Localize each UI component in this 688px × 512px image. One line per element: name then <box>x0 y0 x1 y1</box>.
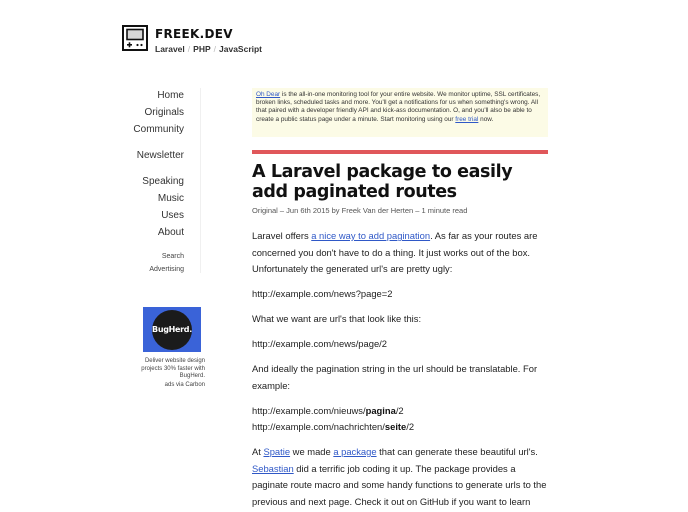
tag-php[interactable]: PHP <box>193 44 211 54</box>
carbon-logo-text: BugHerd. <box>152 325 192 334</box>
oh-dear-link[interactable]: Oh Dear <box>256 91 281 98</box>
paragraph <box>252 228 548 278</box>
nav-group-personal <box>110 173 184 241</box>
article-meta: Original – Jun 6th 2015 by Freek Van der Herten – 1 minute read <box>252 206 468 215</box>
text: did a terrific job coding it up. The package provides a paginate route macro and some handy functions to generate urls to the previous and next page. Check it out on GitHub if you want to learn <box>252 462 547 507</box>
carbon-via-link[interactable]: ads via Carbon <box>164 381 205 388</box>
package-link[interactable]: a package <box>333 446 377 457</box>
text: http://example.com/nieuws/ <box>252 404 366 416</box>
text: that can generate these beautiful url's. <box>376 446 538 457</box>
free-trial-link[interactable]: free trial <box>455 115 479 123</box>
text: http://example.com/nachrichten/ <box>252 421 385 432</box>
sidebar-nav <box>110 87 184 276</box>
brand <box>155 27 262 55</box>
nav-advertising[interactable]: Advertising <box>149 266 184 273</box>
main-content <box>252 88 548 512</box>
accent-bar <box>252 150 548 154</box>
nav-community[interactable]: Community <box>133 124 184 135</box>
nav-speaking[interactable]: Speaking <box>142 176 184 187</box>
tag-javascript[interactable]: JavaScript <box>219 44 263 54</box>
tag-separator: / <box>187 44 191 54</box>
sidebar-divider <box>200 88 201 273</box>
nav-originals[interactable]: Originals <box>144 107 184 118</box>
text: At <box>252 446 264 457</box>
spatie-link[interactable]: Spatie <box>263 446 291 457</box>
carbon-ad-image[interactable] <box>143 307 201 352</box>
paragraph: What we want are url's that look like this: <box>252 313 422 324</box>
text: . As far as your routes are concerned you don't have to do a thing. It just works out of the box. Unfortunately the generated url's are pretty ugly: <box>252 230 538 274</box>
nav-newsletter[interactable]: Newsletter <box>136 150 184 161</box>
article-title: A Laravel package to easily add paginated routes <box>252 162 513 202</box>
text: /2 <box>395 404 404 416</box>
text: we made <box>290 446 334 457</box>
carbon-ad-text[interactable]: Deliver website design projects 30% faster with BugHerd. <box>141 358 205 379</box>
nav-uses[interactable]: Uses <box>161 210 184 221</box>
paragraph <box>252 444 548 510</box>
text: Laravel offers <box>252 230 312 241</box>
nav-about[interactable]: About <box>157 227 184 238</box>
url-example: http://example.com/news?page=2 <box>252 288 393 299</box>
tag-separator: / <box>213 44 217 54</box>
sebastian-link[interactable]: Sebastian <box>252 462 294 474</box>
nav-home[interactable]: Home <box>157 90 184 101</box>
bugherd-logo-icon <box>152 310 192 350</box>
nav-music[interactable]: Music <box>157 193 184 204</box>
sponsor-box <box>252 88 548 137</box>
gameboy-icon[interactable] <box>122 25 148 51</box>
bold-text: pagina <box>365 404 396 416</box>
nav-group-newsletter <box>110 147 184 164</box>
nav-group-main <box>110 87 184 138</box>
pagination-link[interactable]: a nice way to add pagination <box>311 230 431 241</box>
sponsor-text-end: now. <box>478 115 494 123</box>
topic-tags <box>155 43 262 55</box>
article-body <box>252 228 548 510</box>
bold-text: seite <box>384 421 407 432</box>
sponsor-text: is the all-in-one monitoring tool for your entire website. We monitor uptime, SSL certificates, broken links, scheduled tasks and more. You'll get a notifications for us when something's wrong. All that paired with a developer friendly API and kick-ass documentation. O, and you'll also be able to create a public status page under a minute. Start monitoring using our <box>256 91 541 123</box>
site-title[interactable]: FREEK.DEV <box>155 27 233 41</box>
url-examples-translated <box>252 403 548 436</box>
text: /2 <box>406 421 415 432</box>
paragraph: And ideally the pagination string in the url should be translatable. For example: <box>252 363 538 391</box>
tag-laravel[interactable]: Laravel <box>155 44 185 54</box>
url-example: http://example.com/news/page/2 <box>252 338 387 349</box>
nav-search[interactable]: Search <box>161 253 184 260</box>
nav-group-small <box>110 250 184 276</box>
carbon-ad <box>133 307 205 390</box>
